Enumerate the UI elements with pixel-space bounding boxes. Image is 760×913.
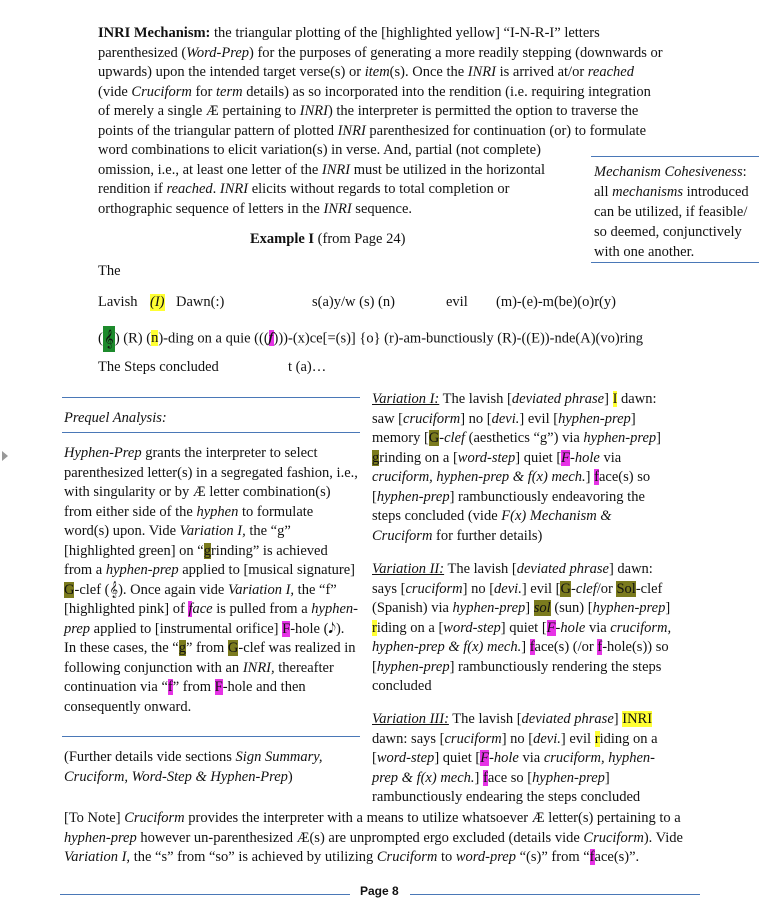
variation-3-label: Variation III: (372, 711, 449, 727)
example-steps-concluded: The Steps concluded (98, 359, 219, 375)
example-line3-open: ( (98, 330, 103, 347)
sidebar-note-label: Mechanism Cohesiveness (594, 164, 743, 180)
example-line4-tail: t (a)… (288, 359, 327, 375)
example-heading (250, 231, 405, 248)
example-line-1: The (98, 263, 121, 279)
example-line3-mid: ) (R) ( (114, 330, 152, 347)
sidebar-rule-bottom (591, 262, 759, 263)
example-word-dawn: Dawn(:) (176, 294, 225, 310)
sidebar-note: Mechanism Cohesiveness: all mechanisms introduced can be utilized, if feasible/ so deemed, conjunctively with one another. (594, 164, 749, 260)
example-line-4 (98, 359, 398, 379)
example-word-memory: (m)-(e)-m(be)(o)r(y) (496, 294, 616, 310)
intro-paragraph: INRI Mechanism: the triangular plotting of the [highlighted yellow] “I-N-R-I” letters parenthesized (Word-Prep) for the purposes of generating a more readily stepping (downwards or upwards) upon the intended target verse(s) or item(s). Once the INRI is arrived at/or reached (vide Cruciform for term details) as so incorporated into the rendition (i.e. requiring integration of merely a single Æ pertaining to INRI) the interpreter is permitted the option to traverse the points of the triangular pattern of plotted INRI parenthesized for continuation (or) to formulate word combinations to elicit variation(s) in verse. And, partial (not complete) omission, i.e., at least one letter of the INRI must be utilized in the horizontal rendition if reached. INRI elicits without regards to total completion or orthographic sequence of letters in the INRI sequence. (98, 25, 663, 217)
variation-2-label: Variation II: (372, 561, 445, 577)
side-arrow-icon[interactable] (2, 451, 8, 461)
variation-1-label: Variation I: (372, 391, 440, 407)
prequel-rule-mid (62, 432, 360, 433)
sidebar-rule-top (591, 156, 759, 157)
footer-rule-right (410, 894, 700, 895)
example-word-lavish: Lavish (98, 294, 138, 310)
example-line-2 (98, 294, 658, 314)
example-line3-end: )))-(x)ce[=(s)] {o} (r)-am-bunctiously (R)-((E))-nde(A)(vo)ring (273, 330, 644, 347)
prequel-rule-bottom (62, 736, 360, 737)
example-line3-word: )-ding on a quie ((( (158, 330, 269, 347)
example-line-3 (98, 326, 643, 352)
prequel-further: (Further details vide sections Sign Summary, Cruciform, Word-Step & Hyphen-Prep) (64, 749, 323, 785)
prequel-title: Prequel Analysis: (64, 410, 167, 426)
footer-rule-left (60, 894, 350, 895)
example-heading-title: Example I (250, 231, 315, 247)
example-inri-n: n (151, 330, 159, 347)
example-inri-i: (I) (150, 294, 165, 310)
variation-1: Variation I: The lavish [deviated phrase] I dawn: saw [cruciform] no [devi.] evil [hyphen-prep] memory [G-clef (aesthetics “g”) via hyphen-prep] grinding on a [word-step] quiet [F-hole via cruciform, hyphen-prep & f(x) mech.] face(s) so [hyphen-prep] rambunctiously endeavoring the steps concluded (vide F(x) Mechanism & Cruciform for further details) (372, 391, 661, 544)
prequel-body: Hyphen-Prep grants the interpreter to select parenthesized letter(s) in a segregated fashion, i.e., with singularity or by Æ letter combination(s) from either side of the hyphen to formulate word(s) upon. Vide Variation I, the “g” [highlighted green] on “grinding” is achieved from a hyphen-prep applied to [musical signature] G-clef (𝄞). Once again vide Variation I, the “f” [highlighted pink] of face is pulled from a hyphen-prep applied to [instrumental orifice] F-hole (𝅘𝅥𝅮). In these cases, the “g” from G-clef was realized in following conjunction with an INRI, thereafter continuation via “f” from F-hole and then consequently onward. (64, 445, 358, 715)
example-heading-ref: (from Page 24) (314, 231, 406, 247)
g-clef-icon: 𝄞 (103, 326, 115, 352)
example-word-evil: evil (446, 294, 468, 310)
variation-3: Variation III: The lavish [deviated phrase] INRI dawn: says [cruciform] no [devi.] evil riding on a [word-step] quiet [F-hole via cruciform, hyphen-prep & f(x) mech.] face so [hyphen-prep] rambunctiously endearing the steps concluded (372, 711, 658, 805)
f-hole-icon: 𝆑 (268, 330, 274, 347)
example-word-says: s(a)y/w (s) (n) (312, 294, 395, 310)
variation-2: Variation II: The lavish [deviated phrase] dawn: says [cruciform] no [devi.] evil [G-clef/or Sol-clef (Spanish) via hyphen-prep] sol (sun) [hyphen-prep] riding on a [word-step] quiet [F-hole via cruciform, hyphen-prep & f(x) mech.] face(s) (/or f-hole(s)) so [hyphen-prep] rambunctiously rendering the steps concluded (372, 561, 672, 694)
prequel-rule-top (62, 397, 360, 398)
page-number: Page 8 (360, 884, 399, 898)
intro-title: INRI Mechanism: (98, 25, 211, 41)
note-paragraph: [To Note] Cruciform provides the interpreter with a means to utilize whatsoever Æ letter(s) pertaining to a hyphen-prep however un-parenthesized Æ(s) are unprompted ergo excluded (details vide Cruciform). Vide Variation I, the “s” from “so” is achieved by utilizing Cruciform to word-prep “(s)” from “face(s)”. (64, 810, 683, 865)
